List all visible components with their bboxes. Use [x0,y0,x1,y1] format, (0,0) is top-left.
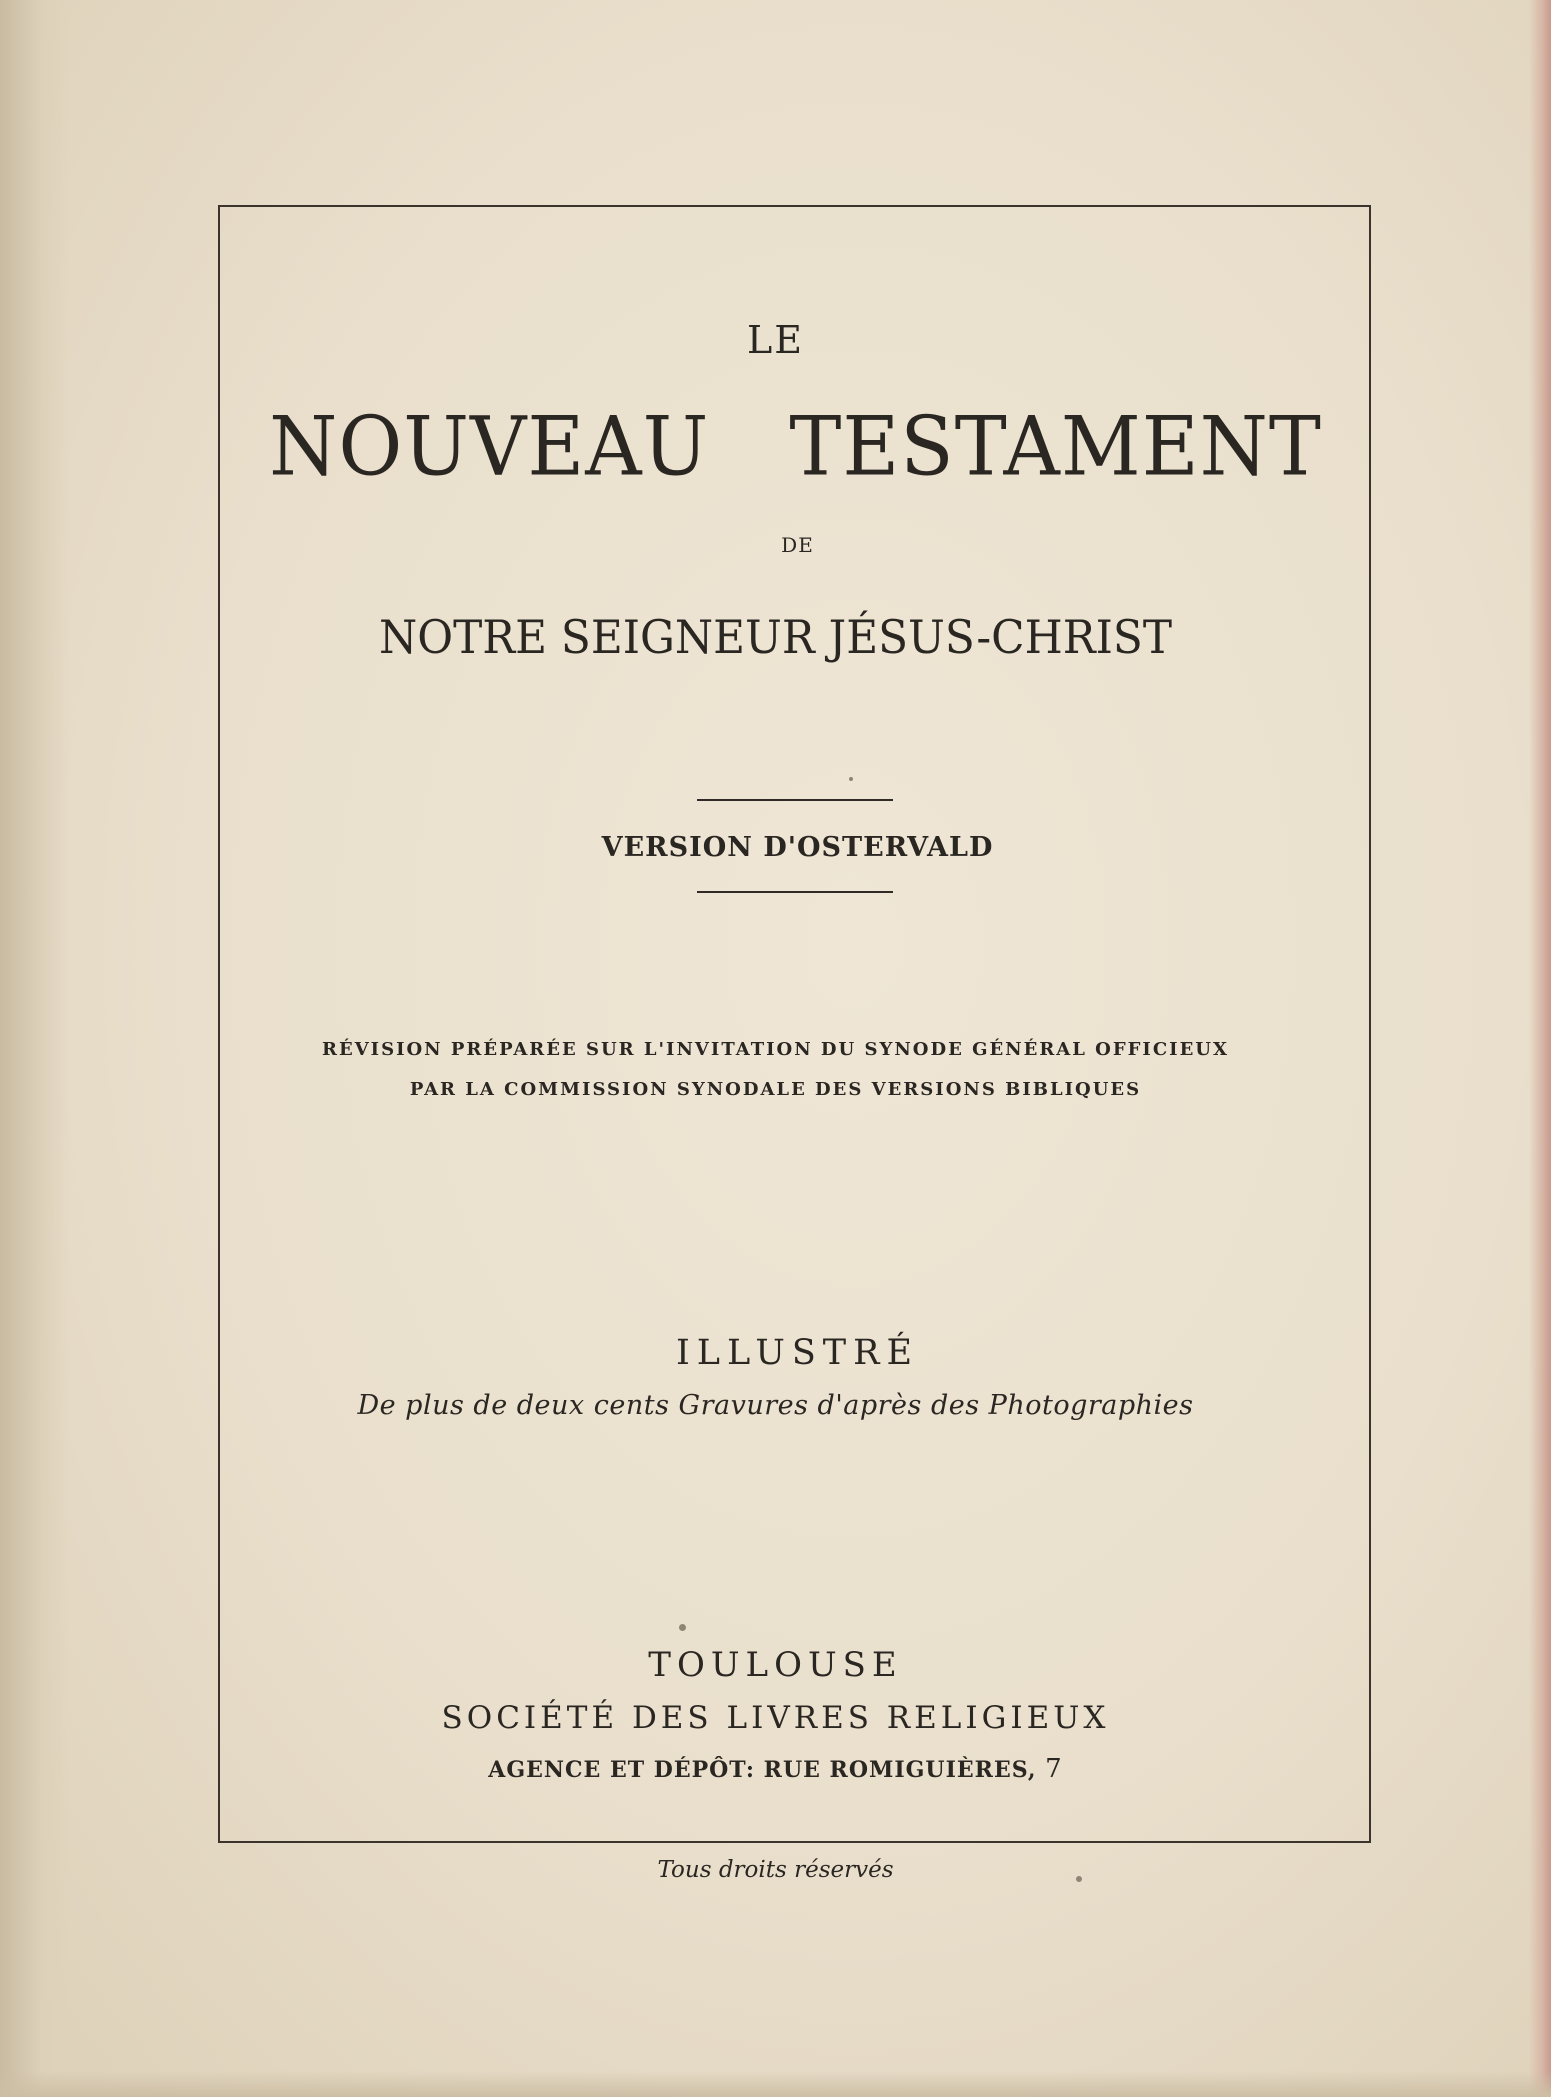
title-preposition: DE [781,533,814,557]
page-edge-bottom [0,2071,1551,2097]
main-title-part2: TESTAMENT [789,399,1322,495]
version-label: VERSION D'OSTERVALD [601,832,994,863]
paper-speck [1076,1876,1082,1882]
illustrations-note: De plus de deux cents Gravures d'après des Photographies [357,1390,1194,1421]
publisher-address [0,1754,1551,1784]
rule-top [697,799,893,801]
address-number: 7 [1045,1754,1063,1784]
revision-line-2: PAR LA COMMISSION SYNODALE DES VERSIONS BIBLIQUES [409,1079,1142,1100]
illustrated-heading: ILLUSTRÉ [675,1333,920,1373]
rule-bottom [697,891,893,893]
publisher-name: SOCIÉTÉ DES LIVRES RELIGIEUX [441,1700,1110,1736]
title-article: LE [747,318,804,362]
main-title [0,400,1551,495]
revision-line-1: RÉVISION PRÉPARÉE SUR L'INVITATION DU SYNODE GÉNÉRAL OFFICIEUX [322,1039,1229,1060]
publisher-city: TOULOUSE [648,1645,903,1685]
subtitle: NOTRE SEIGNEUR JÉSUS-CHRIST [379,610,1172,664]
rights-notice: Tous droits réservés [657,1857,894,1883]
paper-speck [679,1624,686,1631]
main-title-part1: NOUVEAU [269,399,710,495]
address-street: AGENCE ET DÉPÔT: RUE ROMIGUIÈRES, [488,1757,1037,1783]
paper-speck [849,777,853,781]
